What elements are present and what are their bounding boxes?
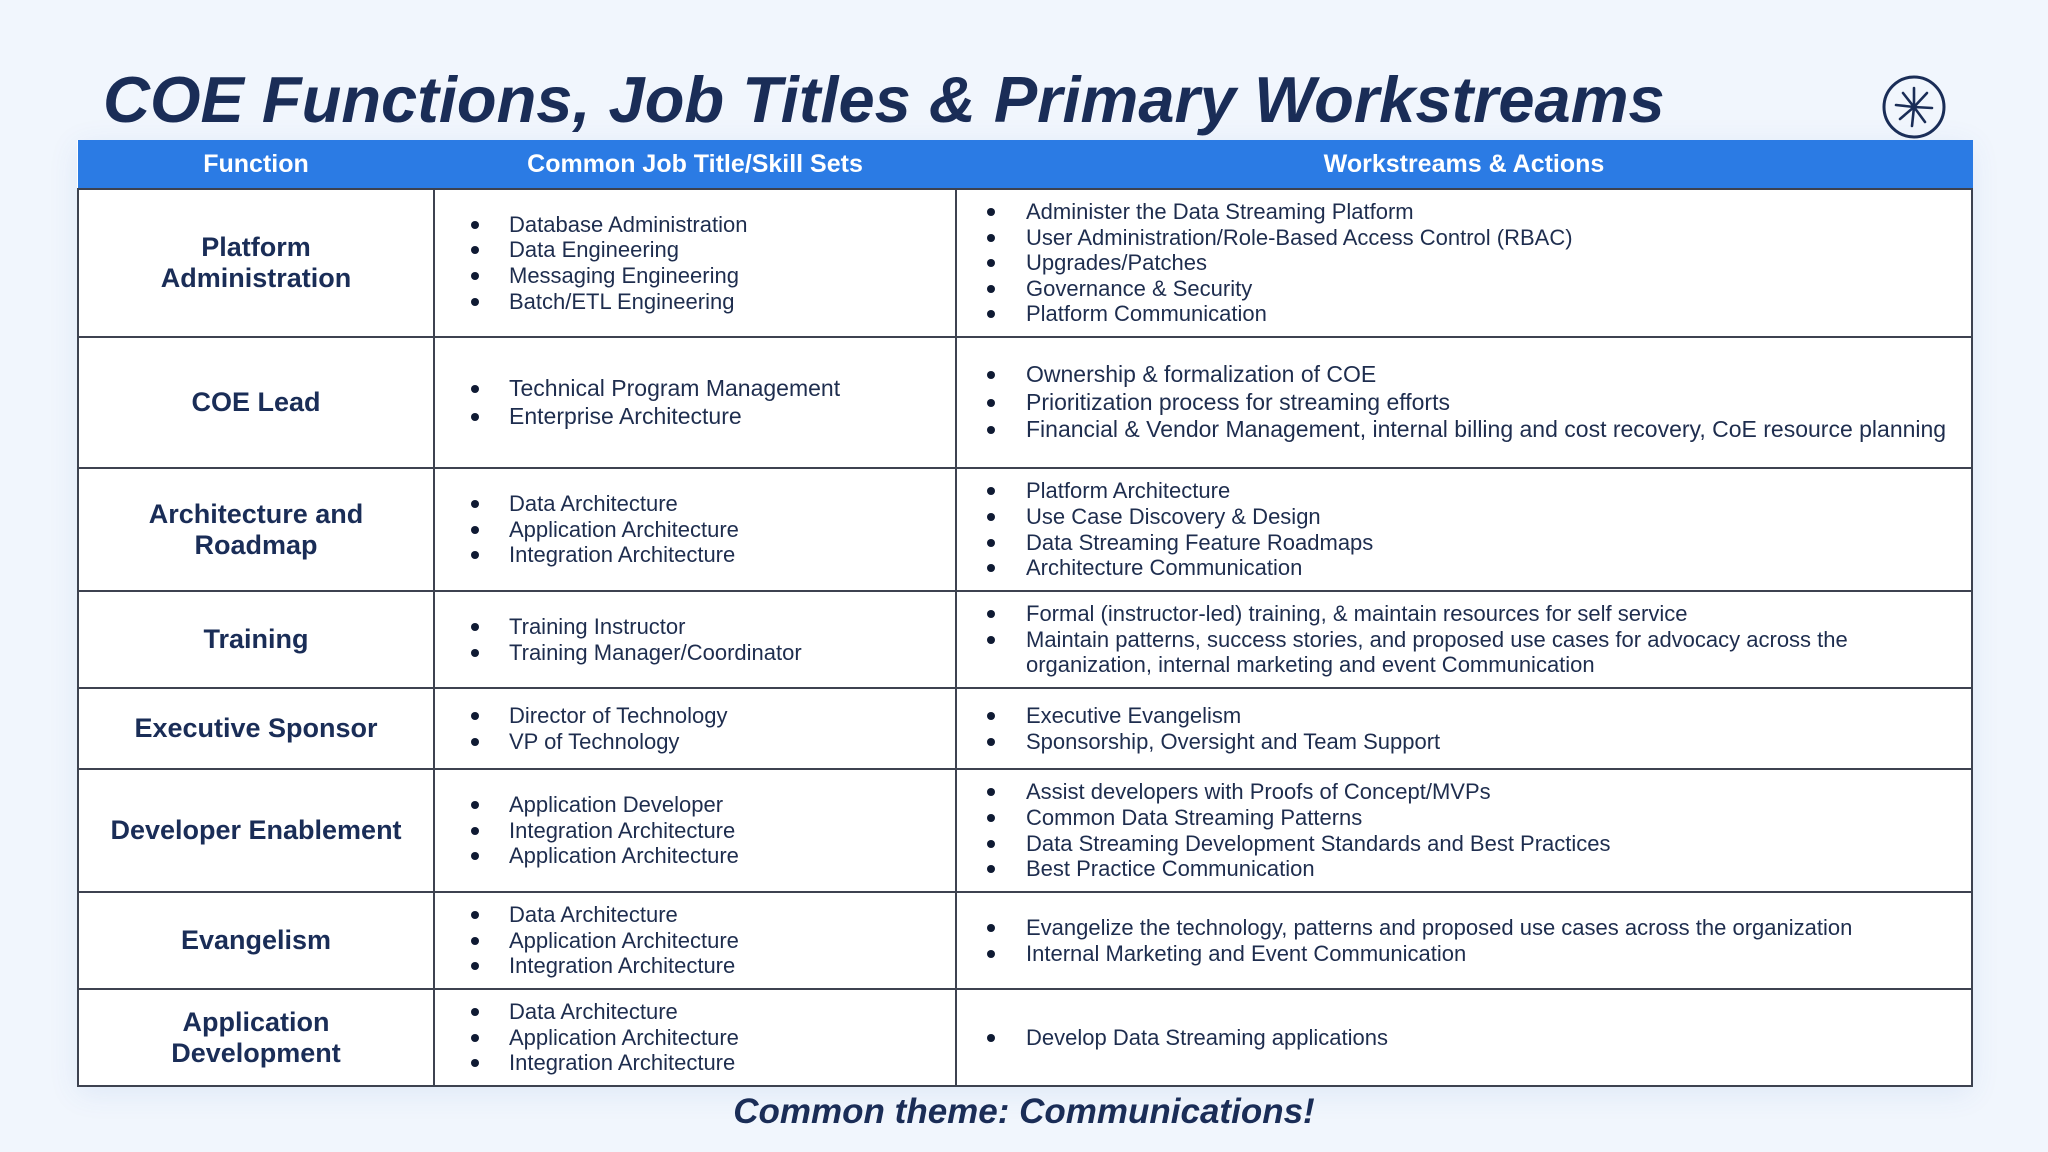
workstreams-list: [957, 199, 1971, 327]
workstreams-list: [957, 478, 1971, 580]
function-cell: Architecture and Roadmap: [78, 468, 434, 591]
list-item: Batch/ETL Engineering: [471, 289, 955, 315]
list-item: Use Case Discovery & Design: [987, 504, 1951, 530]
function-cell: Developer Enablement: [78, 769, 434, 892]
skills-list: [435, 491, 955, 568]
workstreams-cell: [956, 189, 1972, 337]
column-header-workstreams: Workstreams & Actions: [956, 140, 1972, 189]
workstreams-cell: [956, 989, 1972, 1086]
list-item: Application Developer: [471, 792, 955, 818]
footer-note: Common theme: Communications!: [733, 1092, 1315, 1131]
skills-cell: [434, 468, 956, 591]
list-item: Formal (instructor-led) training, & maintain resources for self service: [987, 601, 1951, 627]
list-item: Executive Evangelism: [987, 703, 1951, 729]
skills-cell: [434, 989, 956, 1086]
workstreams-list: [957, 703, 1971, 754]
workstreams-cell: [956, 591, 1972, 688]
list-item: Data Architecture: [471, 491, 955, 517]
list-item: Enterprise Architecture: [471, 403, 955, 431]
list-item: User Administration/Role-Based Access Control (RBAC): [987, 225, 1951, 251]
starburst-icon: [1882, 75, 1946, 139]
list-item: Integration Architecture: [471, 1050, 955, 1076]
skills-cell: [434, 591, 956, 688]
table-row: [78, 769, 1972, 892]
skills-list: [435, 614, 955, 665]
table-row: [78, 189, 1972, 337]
skills-list: [435, 902, 955, 979]
skills-list: [435, 999, 955, 1076]
table-row: [78, 688, 1972, 769]
coe-table: [77, 140, 1971, 1087]
list-item: Training Instructor: [471, 614, 955, 640]
table-row: [78, 989, 1972, 1086]
list-item: Data Architecture: [471, 902, 955, 928]
list-item: Integration Architecture: [471, 953, 955, 979]
function-cell: Evangelism: [78, 892, 434, 989]
skills-list: [435, 375, 955, 430]
list-item: Governance & Security: [987, 276, 1951, 302]
list-item: Ownership & formalization of COE: [987, 361, 1951, 389]
workstreams-cell: [956, 892, 1972, 989]
workstreams-cell: [956, 468, 1972, 591]
function-cell: Executive Sponsor: [78, 688, 434, 769]
list-item: Data Streaming Feature Roadmaps: [987, 530, 1951, 556]
workstreams-list: [957, 915, 1971, 966]
list-item: Best Practice Communication: [987, 856, 1951, 882]
list-item: Platform Communication: [987, 301, 1951, 327]
skills-cell: [434, 769, 956, 892]
list-item: Maintain patterns, success stories, and proposed use cases for advocacy across the organization, internal marketing and event Communication: [987, 627, 1951, 678]
list-item: Develop Data Streaming applications: [987, 1025, 1951, 1051]
function-cell: COE Lead: [78, 337, 434, 468]
page-title: COE Functions, Job Titles & Primary Workstreams: [103, 63, 1665, 136]
list-item: Prioritization process for streaming efforts: [987, 389, 1951, 417]
list-item: Database Administration: [471, 212, 955, 238]
table-row: [78, 337, 1972, 468]
list-item: Director of Technology: [471, 703, 955, 729]
table-header-row: [78, 140, 1972, 189]
list-item: Administer the Data Streaming Platform: [987, 199, 1951, 225]
list-item: Data Architecture: [471, 999, 955, 1025]
column-header-skills: Common Job Title/Skill Sets: [434, 140, 956, 189]
skills-cell: [434, 688, 956, 769]
list-item: Data Engineering: [471, 237, 955, 263]
column-header-function: Function: [78, 140, 434, 189]
table-row: [78, 468, 1972, 591]
workstreams-cell: [956, 688, 1972, 769]
skills-cell: [434, 892, 956, 989]
list-item: Application Architecture: [471, 928, 955, 954]
list-item: Financial & Vendor Management, internal billing and cost recovery, CoE resource planning: [987, 416, 1951, 444]
function-cell: Training: [78, 591, 434, 688]
workstreams-list: [957, 1025, 1971, 1051]
function-cell: Application Development: [78, 989, 434, 1086]
workstreams-list: [957, 361, 1971, 444]
table-row: [78, 591, 1972, 688]
list-item: Architecture Communication: [987, 555, 1951, 581]
list-item: VP of Technology: [471, 729, 955, 755]
list-item: Upgrades/Patches: [987, 250, 1951, 276]
list-item: Training Manager/Coordinator: [471, 640, 955, 666]
skills-list: [435, 792, 955, 869]
skills-cell: [434, 189, 956, 337]
list-item: Technical Program Management: [471, 375, 955, 403]
list-item: Sponsorship, Oversight and Team Support: [987, 729, 1951, 755]
list-item: Assist developers with Proofs of Concept/MVPs: [987, 779, 1951, 805]
skills-list: [435, 703, 955, 754]
list-item: Application Architecture: [471, 517, 955, 543]
table-row: [78, 892, 1972, 989]
list-item: Common Data Streaming Patterns: [987, 805, 1951, 831]
skills-list: [435, 212, 955, 314]
skills-cell: [434, 337, 956, 468]
list-item: Evangelize the technology, patterns and proposed use cases across the organization: [987, 915, 1951, 941]
workstreams-cell: [956, 337, 1972, 468]
list-item: Integration Architecture: [471, 818, 955, 844]
workstreams-cell: [956, 769, 1972, 892]
list-item: Data Streaming Development Standards and Best Practices: [987, 831, 1951, 857]
function-cell: Platform Administration: [78, 189, 434, 337]
list-item: Internal Marketing and Event Communication: [987, 941, 1951, 967]
workstreams-list: [957, 601, 1971, 678]
list-item: Platform Architecture: [987, 478, 1951, 504]
list-item: Integration Architecture: [471, 542, 955, 568]
workstreams-list: [957, 779, 1971, 881]
list-item: Application Architecture: [471, 843, 955, 869]
list-item: Messaging Engineering: [471, 263, 955, 289]
list-item: Application Architecture: [471, 1025, 955, 1051]
